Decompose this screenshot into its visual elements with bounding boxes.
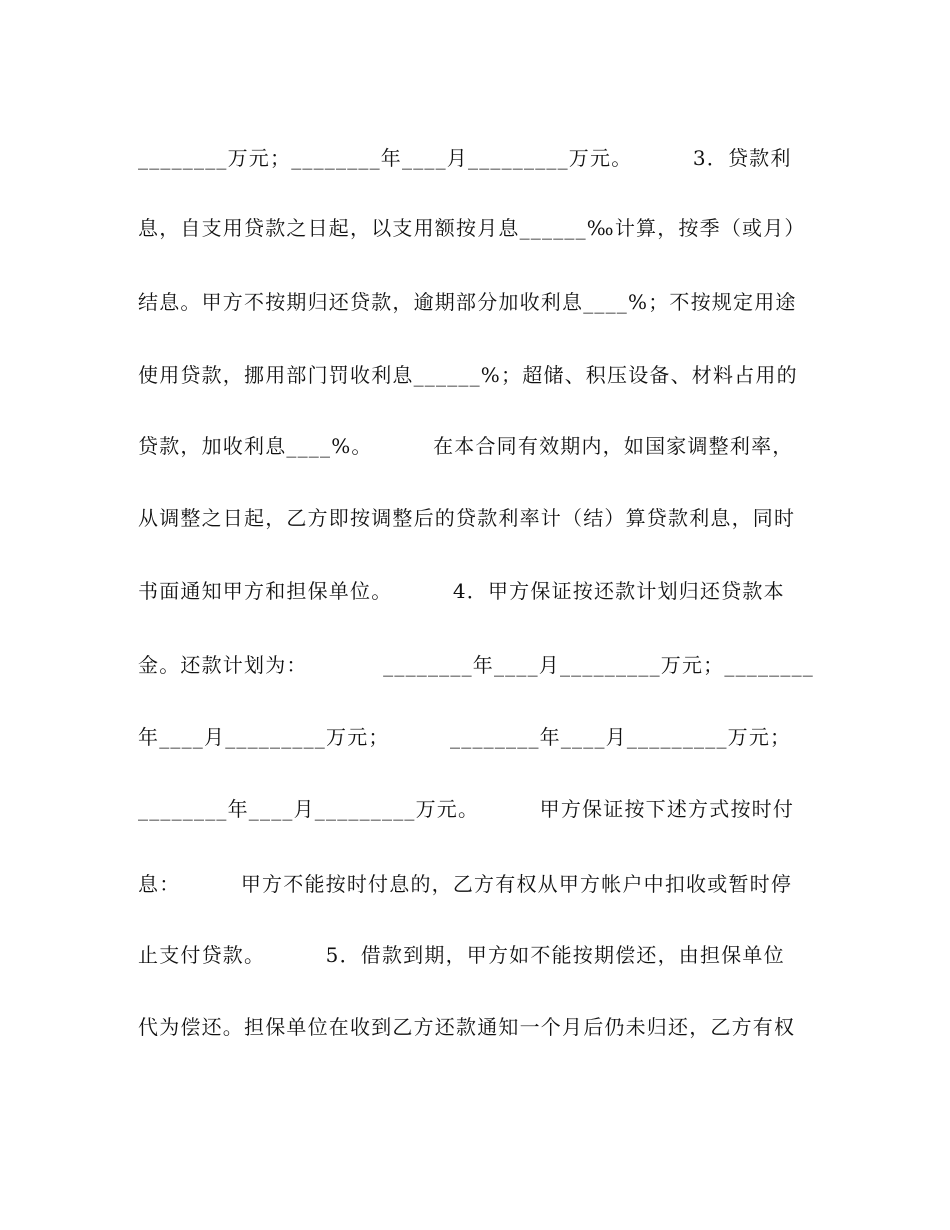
text-line-7: 书面通知甲方和担保单位。 4．甲方保证按还款计划归还贷款本: [138, 579, 785, 603]
text-line-3: 结息。甲方不按期归还贷款，逾期部分加收利息____%；不按规定用途: [138, 290, 797, 314]
text-line-2: 息，自支用贷款之日起，以支用额按月息______‰计算，按季（或月）: [138, 216, 806, 240]
text-line-9: 年____月_________万元； ________年____月_________万元；: [138, 725, 792, 749]
text-line-12: 止支付贷款。 5．借款到期，甲方如不能按期偿还，由担保单位: [138, 943, 785, 967]
text-line-6: 从调整之日起，乙方即按调整后的贷款利率计（结）算贷款利息，同时: [138, 506, 796, 530]
text-line-8: 金。还款计划为： ________年____月_________万元；________: [138, 653, 814, 677]
text-line-5: 贷款，加收利息____%。 在本合同有效期内，如国家调整利率，: [138, 434, 794, 458]
text-line-4: 使用贷款，挪用部门罚收利息______%；超储、积压设备、材料占用的: [138, 363, 798, 387]
text-line-13: 代为偿还。担保单位在收到乙方还款通知一个月后仍未归还，乙方有权: [138, 1015, 796, 1039]
text-line-11: 息： 甲方不能按时付息的，乙方有权从甲方帐户中扣收或暂时停: [138, 872, 793, 896]
text-line-10: ________年____月_________万元。 甲方保证按下述方式按时付: [138, 797, 795, 821]
text-line-1: ________万元；________年____月_________万元。 3．贷款利: [138, 146, 792, 170]
